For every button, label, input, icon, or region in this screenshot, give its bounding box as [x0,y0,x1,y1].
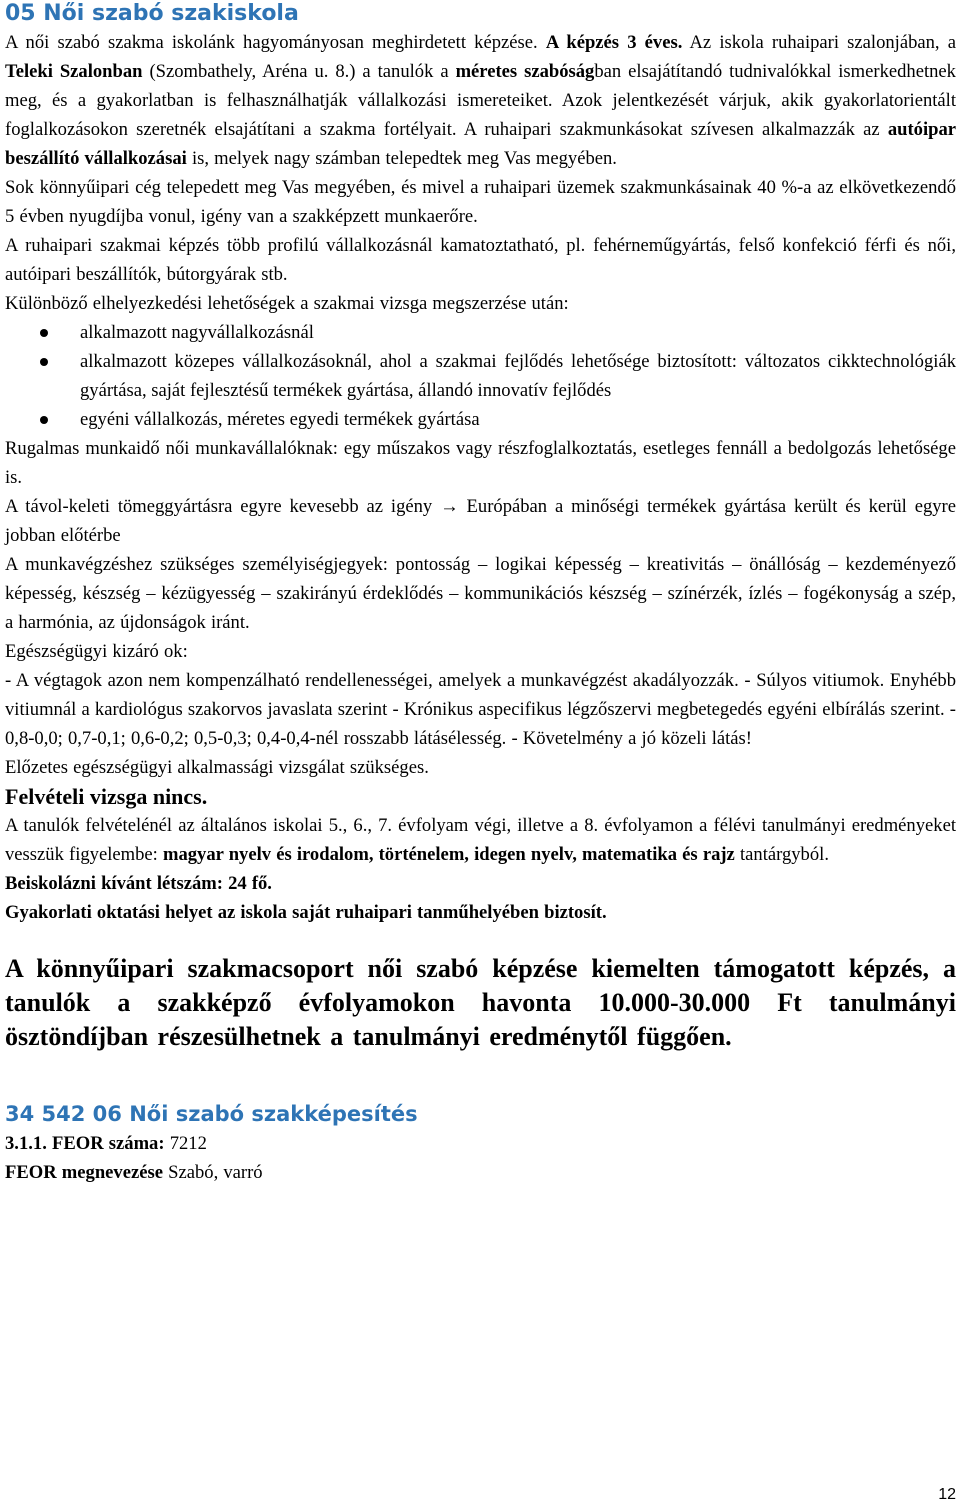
paragraph-personality-traits: A munkavégzéshez szükséges személyiségjegyek: pontosság – logikai képesség – kreativitás – önállóság – kezdeményező képesség, készség – kézügyesség – szakirányú érdeklődés – kommunikációs készség – színérzék, ízlés – fogékonyság a szép, a harmónia, az újdonságok iránt. [5,554,956,633]
list-item: alkalmazott nagyvállalkozásnál [5,318,956,347]
bullet-icon [40,358,48,366]
paragraph-health-exam: Előzetes egészségügyi alkalmassági vizsgálat szükséges. [5,757,429,778]
paragraph-flexible-hours: Rugalmas munkaidő női munkavállalóknak: egy műszakos vagy részfoglalkoztatás, esetleges fennáll a bedolgozás lehetősége is. [5,438,956,488]
feor-number: 3.1.1. FEOR száma: 7212 [5,1133,207,1154]
paragraph-far-east: A távol-keleti tömeggyártásra egyre kevesebb az igény → Európában a minőségi termékek gyártása került és kerül egyre jobban előtérbe [5,496,956,546]
paragraph-health-exclusions: - A végtagok azon nem kompenzálható rendellenességei, amelyek a munkavégzést akadályozzák. - Súlyos vitiumok. Enyhébb vitiumnál a kardiológus szakorvos javaslata szerint - Krónikus aspecifikus légzőszervi megbetegedés egyéni elbírálás szerint. - 0,8-0,0; 0,7-0,1; 0,6-0,2; 0,5-0,3; 0,4-0,4-nél rosszabb látásélesség. - Követelmény a jó közeli látás! [5,670,956,749]
entrance-exam-heading: Felvételi vizsga nincs. [5,784,208,809]
section-title-qualification: 34 542 06 Női szabó szakképesítés [5,1102,418,1126]
paragraph-health-heading: Egészségügyi kizáró ok: [5,641,188,662]
paragraph-job-options-intro: Különböző elhelyezkedési lehetőségek a szakmai vizsga megszerzése után: [5,293,569,314]
paragraph-light-industry: Sok könnyűipari cég telepedett meg Vas megyében, és mivel a ruhaipari üzemek szakmunkásainak 40 %-a az elkövetkezendő 5 évben nyugdíjba vonul, igény van a szakképzett munkaerőre. [5,177,956,227]
enrollment-count: Beiskolázni kívánt létszám: 24 fő. [5,873,272,894]
page-number: 12 [938,1486,956,1503]
practical-training: Gyakorlati oktatási helyet az iskola saját ruhaipari tanműhelyében biztosít. [5,902,607,923]
bullet-icon [40,329,48,337]
list-item: egyéni vállalkozás, méretes egyedi termékek gyártása [5,405,956,434]
feor-name: FEOR megnevezése Szabó, varró [5,1162,263,1183]
paragraph-admission: A tanulók felvételénél az általános iskolai 5., 6., 7. évfolyam végi, illetve a 8. évfolyamon a félévi tanulmányi eredményeket vesszük figyelembe: magyar nyelv és irodalom, történelem, idegen nyelv, matematika és rajz tantárgyból. [5,815,956,865]
job-options-list [5,318,956,434]
list-item: alkalmazott közepes vállalkozásoknál, ahol a szakmai fejlődés lehetősége biztosított: változatos cikktechnológiák gyártása, saját fejlesztésű termékek gyártása, állandó innovatív fejlődés [5,347,956,405]
document-page [5,0,956,1187]
intro-paragraph: A női szabó szakma iskolánk hagyományosan meghirdetett képzése. A képzés 3 éves. Az iskola ruhaipari szalonjában, a Teleki Szalonban (Szombathely, Aréna u. 8.) a tanulók a méretes szabóságban elsajátítandó tudnivalókkal ismerkedhetnek meg, és a gyakorlatban is felhasználhatják vállalkozási ismereteiket. Azok jelentkezését várjuk, akik gyakorlatorientált foglalkozásokon szeretnék elsajátítani a szakma fortélyait. A ruhaipari szakmunkásokat szívesen alkalmazzák az autóipar beszállító vállalkozásai is, melyek nagy számban telepedtek meg Vas megyében. [5,32,956,169]
page-title: 05 Női szabó szakiskola [5,1,299,26]
paragraph-training-profile: A ruhaipari szakmai képzés több profilú vállalkozásnál kamatoztatható, pl. fehérneműgyártás, felső konfekció férfi és női, autóipari beszállítók, bútorgyárak stb. [5,235,956,285]
scholarship-highlight: A könnyűipari szakmacsoport női szabó képzése kiemelten támogatott képzés, a tanulók a szakképző évfolyamokon havonta 10.000-30.000 Ft tanulmányi ösztöndíjban részesülhetnek a tanulmányi eredménytől függően. [5,954,956,1051]
bullet-icon [40,416,48,424]
